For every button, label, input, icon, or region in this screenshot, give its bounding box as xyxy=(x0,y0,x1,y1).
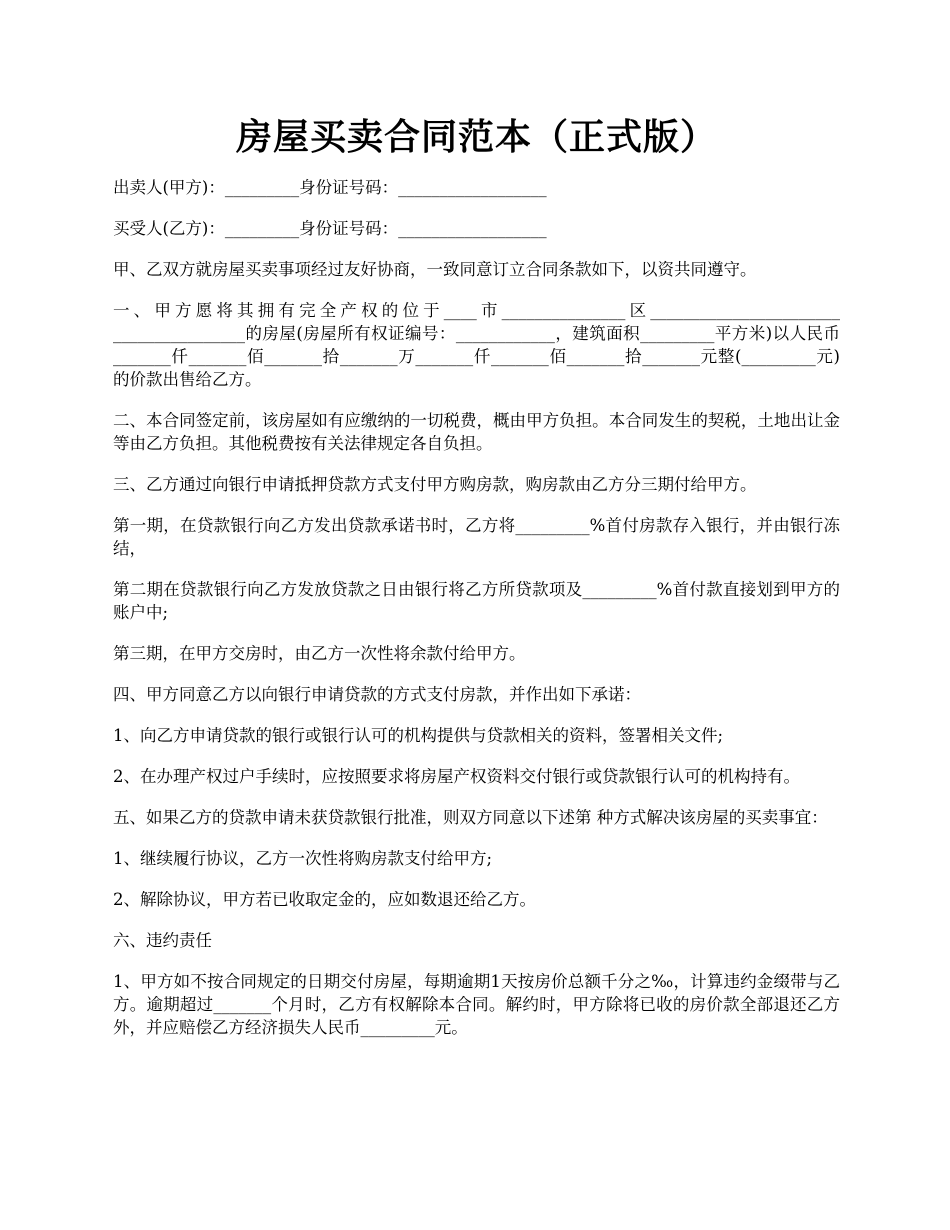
installment-2-paragraph: 第二期在贷款银行向乙方发放贷款之日由银行将乙方所贷款项及_________%首付款直接划到甲方的账户中; xyxy=(113,580,840,622)
preamble-paragraph: 甲、乙双方就房屋买卖事项经过友好协商，一致同意订立合同条款如下，以资共同遵守。 xyxy=(113,260,757,279)
buyer-line: 买受人(乙方)：_________身份证号码：__________________ xyxy=(113,219,547,238)
clause-4-paragraph: 四、甲方同意乙方以向银行申请贷款的方式支付房款，并作出如下承诺： xyxy=(113,685,641,704)
seller-line: 出卖人(甲方)：_________身份证号码：__________________ xyxy=(113,178,547,197)
clause-5-paragraph: 五、如果乙方的贷款申请未获贷款银行批准，则双方同意以下述第 种方式解决该房屋的买卖事宜： xyxy=(113,808,828,827)
document-title: 房屋买卖合同范本（正式版） xyxy=(235,116,717,158)
clause-2-paragraph: 二、本合同签定前，该房屋如有应缴纳的一切税费，概由甲方负担。本合同发生的契税，土地出让金等由乙方负担。其他税费按有关法律规定各自负担。 xyxy=(113,411,840,453)
clause-4-item-2: 2、在办理产权过户手续时，应按照要求将房屋产权资料交付银行或贷款银行认可的机构持有。 xyxy=(113,767,800,786)
clause-6-item-1: 1、甲方如不按合同规定的日期交付房屋，每期逾期1天按房价总额千分之‰，计算违约金缀带与乙方。逾期超过_______个月时，乙方有权解除本合同。解约时，甲方除将已收的房价款全部退还乙方外，并应赔偿乙方经济损失人民币_________元。 xyxy=(113,972,840,1037)
clause-5-item-2: 2、解除协议，甲方若已收取定金的，应如数退还给乙方。 xyxy=(113,890,536,909)
installment-3-paragraph: 第三期，在甲方交房时，由乙方一次性将余款付给甲方。 xyxy=(113,644,526,663)
document-page xyxy=(113,112,846,1057)
clause-1-paragraph: 一、甲方愿将其拥有完全产权的位于____市_______________区_______________________ ________________的房屋(房屋所有权证编号：____________，建筑面积_________平方米)以人民币_______仟_______佰_______拾_______万_______仟_______佰_______拾_______元整(_________元)的价款出售给乙方。 xyxy=(113,301,846,389)
clause-6-heading: 六、违约责任 xyxy=(113,931,212,950)
clause-5-item-1: 1、继续履行协议，乙方一次性将购房款支付给甲方; xyxy=(113,849,493,868)
installment-1-paragraph: 第一期，在贷款银行向乙方发出贷款承诺书时，乙方将_________%首付房款存入银行，并由银行冻结， xyxy=(113,516,840,558)
clause-3-paragraph: 三、乙方通过向银行申请抵押贷款方式支付甲方购房款，购房款由乙方分三期付给甲方。 xyxy=(113,475,757,494)
clause-4-item-1: 1、向乙方申请贷款的银行或银行认可的机构提供与贷款相关的资料，签署相关文件; xyxy=(113,726,724,745)
